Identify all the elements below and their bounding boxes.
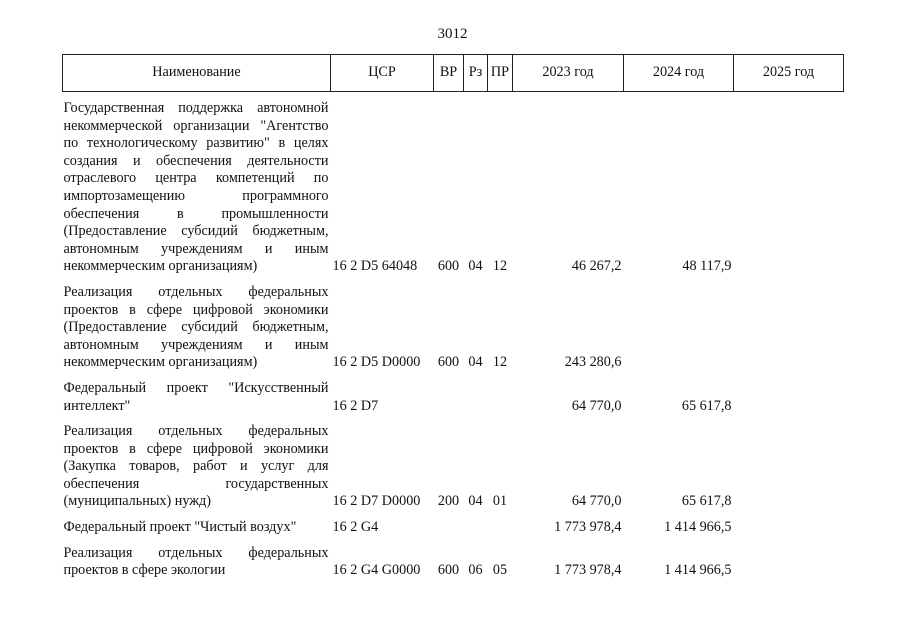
budget-table: [62, 54, 844, 580]
row-2025: [734, 380, 844, 415]
row-2024: 48 117,9: [682, 258, 732, 275]
row-vr: 600: [437, 562, 460, 579]
row-rz: [464, 380, 488, 415]
row-csr: 16 2 D5 64048: [332, 258, 418, 275]
row-rz: 04: [468, 258, 483, 275]
row-2025: [734, 423, 844, 511]
row-csr: 16 2 D7 D0000: [332, 493, 421, 510]
row-vr: [434, 519, 464, 537]
table-row: [63, 380, 844, 415]
row-name: Реализация отдельных федеральных проектов в сфере цифровой экономики (Закупка товаров, работ и услуг для обеспечения государственных (муниципальных) нужд): [63, 423, 329, 510]
row-csr: 16 2 G4 G0000: [332, 562, 421, 579]
row-vr: 200: [437, 493, 460, 510]
row-2023: 1 773 978,4: [554, 562, 622, 579]
table-row: [63, 423, 844, 511]
table-row: [63, 545, 844, 580]
row-name: Государственная поддержка автономной некоммерческой организации "Агентство по технологическому развитию" в целях создания и обеспечения деятельности отраслевого центра компетенций по импортозамещению программного обеспечения в промышленности (Предоставление субсидий бюджетным, автономным учреждениям и иным некоммерческим организациям): [63, 100, 329, 275]
header-2024: 2024 год: [624, 55, 734, 92]
row-pr: [488, 519, 513, 537]
header-2025: 2025 год: [734, 55, 844, 92]
row-pr: [488, 380, 513, 415]
row-2025: [734, 100, 844, 276]
row-name: Реализация отдельных федеральных проектов в сфере экологии: [63, 544, 329, 579]
table-row: [63, 100, 844, 276]
header-rz: Рз: [464, 55, 488, 92]
row-vr: 600: [437, 354, 460, 371]
row-2024: 1 414 966,5: [664, 519, 732, 536]
header-csr: ЦСР: [331, 55, 434, 92]
page-number: 3012: [437, 26, 468, 42]
row-csr: 16 2 G4: [332, 519, 379, 536]
header-2023: 2023 год: [513, 55, 624, 92]
row-2025: [734, 545, 844, 580]
row-2025: [734, 284, 844, 372]
row-name: Федеральный проект "Искусственный интеллект": [63, 379, 329, 414]
row-name: Реализация отдельных федеральных проектов в сфере цифровой экономики (Предоставление субсидий бюджетным, автономным учреждениям и иным некоммерческим организациям): [63, 283, 329, 371]
row-rz: 04: [468, 493, 483, 510]
row-csr: 16 2 D7: [332, 397, 379, 414]
row-2023: 46 267,2: [571, 258, 622, 275]
row-2024: 65 617,8: [681, 493, 732, 510]
row-vr: [434, 380, 464, 415]
table-body: [63, 92, 844, 580]
row-name: Федеральный проект "Чистый воздух": [63, 519, 297, 536]
row-pr: 12: [492, 354, 508, 371]
row-2024: [624, 284, 734, 372]
header-pr: ПР: [488, 55, 513, 92]
row-2023: 64 770,0: [571, 397, 622, 414]
row-pr: 01: [492, 493, 508, 510]
row-2023: 1 773 978,4: [554, 519, 622, 536]
row-csr: 16 2 D5 D0000: [332, 354, 421, 371]
row-rz: 04: [468, 354, 483, 371]
row-rz: 06: [468, 562, 483, 579]
row-vr: 600: [437, 258, 460, 275]
table-row: [63, 284, 844, 372]
header-name: Наименование: [63, 55, 331, 92]
row-2024: 1 414 966,5: [664, 562, 732, 579]
table-header: [63, 55, 844, 92]
row-2023: 243 280,6: [564, 354, 622, 371]
row-2025: [734, 519, 844, 537]
row-pr: 12: [492, 258, 508, 275]
row-pr: 05: [492, 562, 508, 579]
row-2024: 65 617,8: [681, 397, 732, 414]
row-2023: 64 770,0: [571, 493, 622, 510]
row-rz: [464, 519, 488, 537]
header-vr: ВР: [434, 55, 464, 92]
table-row: [63, 519, 844, 537]
